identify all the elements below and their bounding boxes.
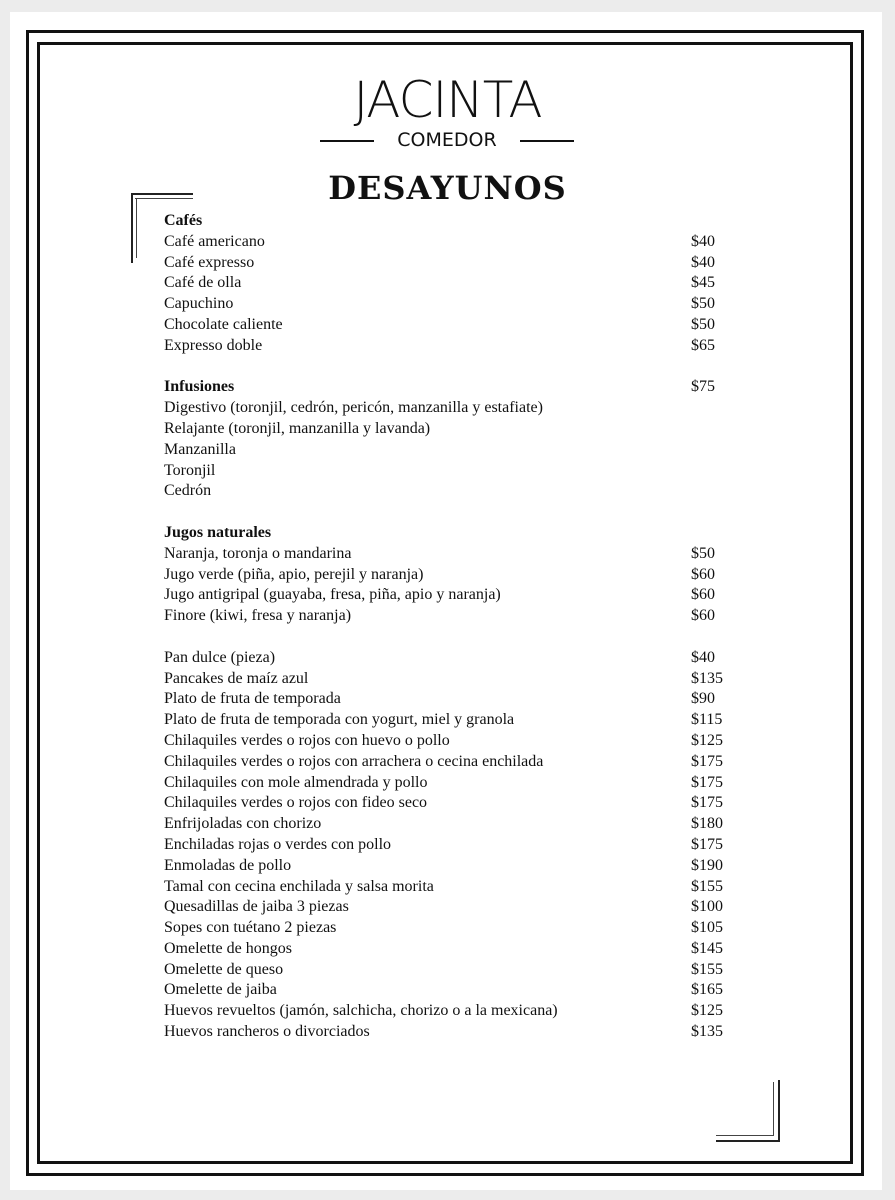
category-heading [164,523,764,544]
item-name: Digestivo (toronjil, cedrón, pericón, manzanilla y estafiate) [164,399,543,417]
section-spacer [164,502,764,523]
corner-ornament-bottom-right [778,1080,780,1142]
item-price: $100 [691,898,723,916]
item-price: $155 [691,960,723,978]
item-name: Huevos revueltos (jamón, salchicha, chorizo o a la mexicana) [164,1002,558,1020]
menu-list [164,211,764,1043]
item-price: $60 [691,565,715,583]
menu-item [164,461,764,482]
menu-item [164,544,764,565]
item-price: $105 [691,919,723,937]
item-price: $135 [691,669,723,687]
category-price: $75 [691,378,715,396]
item-name: Chocolate caliente [164,315,283,333]
item-price: $125 [691,1002,723,1020]
category-title: Infusiones [164,378,235,396]
item-name: Plato de fruta de temporada [164,690,341,708]
section-spacer [164,357,764,378]
menu-item [164,419,764,440]
item-name: Huevos rancheros o divorciados [164,1023,370,1041]
item-price: $145 [691,939,723,957]
item-name: Tamal con cecina enchilada y salsa morita [164,877,434,895]
item-name: Chilaquiles verdes o rojos con arrachera o cecina enchilada [164,752,544,770]
item-name: Chilaquiles con mole almendrada y pollo [164,773,428,791]
menu-item [164,710,764,731]
menu-item [164,232,764,253]
menu-item [164,585,764,606]
item-price: $115 [691,711,723,729]
category-title: Cafés [164,212,203,229]
item-price: $155 [691,877,723,895]
corner-ornament-bottom-right [773,1082,774,1136]
subtitle-rule-right [520,140,574,142]
item-price: $175 [691,835,723,853]
item-price: $45 [691,274,715,292]
corner-ornament-bottom-right [716,1135,774,1136]
item-price: $175 [691,773,723,791]
menu-item [164,814,764,835]
item-name: Jugo antigripal (guayaba, fresa, piña, apio y naranja) [164,586,501,604]
item-price: $90 [691,690,715,708]
menu-item [164,793,764,814]
menu-item [164,877,764,898]
item-name: Pancakes de maíz azul [164,669,309,687]
menu-item [164,897,764,918]
menu-item [164,689,764,710]
item-name: Sopes con tuétano 2 piezas [164,919,337,937]
menu-item [164,1022,764,1043]
item-price: $40 [691,232,715,250]
item-price: $180 [691,815,723,833]
section-title: DESAYUNOS [328,169,567,207]
menu-item [164,835,764,856]
item-name: Chilaquiles verdes o rojos con huevo o pollo [164,731,450,749]
corner-ornament-bottom-right [716,1140,780,1142]
menu-item [164,398,764,419]
item-name: Chilaquiles verdes o rojos con fideo seco [164,794,428,812]
menu-item [164,440,764,461]
item-price: $125 [691,731,723,749]
menu-item [164,565,764,586]
item-name: Café expresso [164,253,255,271]
brand-subtitle: COMEDOR [397,129,497,151]
item-name: Naranja, toronja o mandarina [164,544,352,562]
menu-item [164,980,764,1001]
item-price: $40 [691,648,715,666]
category-title: Jugos naturales [164,523,272,541]
menu-item [164,918,764,939]
item-name: Finore (kiwi, fresa y naranja) [164,607,352,625]
item-name: Manzanilla [164,440,236,458]
item-name: Enchiladas rojas o verdes con pollo [164,835,392,853]
item-price: $135 [691,1023,723,1041]
item-name: Expresso doble [164,336,263,354]
item-name: Omelette de hongos [164,939,292,957]
menu-item [164,960,764,981]
menu-item [164,336,764,357]
item-name: Quesadillas de jaiba 3 piezas [164,898,349,916]
item-name: Café de olla [164,274,242,292]
item-name: Capuchino [164,295,234,313]
menu-item [164,773,764,794]
menu-item [164,1001,764,1022]
item-price: $40 [691,253,715,271]
item-price: $65 [691,336,715,354]
item-name: Relajante (toronjil, manzanilla y lavanda) [164,419,431,437]
category-heading [164,377,764,398]
brand-subtitle-row [0,128,895,152]
item-name: Pan dulce (pieza) [164,648,276,666]
item-name: Omelette de jaiba [164,981,277,999]
item-name: Jugo verde (piña, apio, perejil y naranja) [164,565,424,583]
subtitle-rule-left [320,140,374,142]
item-name: Cedrón [164,482,212,500]
item-name: Plato de fruta de temporada con yogurt, miel y granola [164,711,515,729]
item-price: $165 [691,981,723,999]
menu-item [164,273,764,294]
section-spacer [164,627,764,648]
item-price: $50 [691,544,715,562]
menu-item [164,315,764,336]
item-price: $175 [691,752,723,770]
menu-item [164,856,764,877]
menu-item [164,294,764,315]
item-price: $175 [691,794,723,812]
item-name: Enfrijoladas con chorizo [164,815,322,833]
menu-item [164,669,764,690]
menu-item [164,939,764,960]
brand-logo: JACINTA [353,71,542,129]
menu-item [164,731,764,752]
menu-item [164,606,764,627]
menu-item [164,648,764,669]
item-price: $50 [691,295,715,313]
menu-item [164,752,764,773]
item-name: Enmoladas de pollo [164,856,292,874]
item-price: $60 [691,586,715,604]
item-name: Omelette de queso [164,960,284,978]
item-price: $60 [691,607,715,625]
menu-item [164,253,764,274]
category-heading [164,211,764,232]
item-name: Café americano [164,232,265,250]
menu-item [164,481,764,502]
item-price: $50 [691,315,715,333]
item-name: Toronjil [164,461,216,479]
item-price: $190 [691,856,723,874]
